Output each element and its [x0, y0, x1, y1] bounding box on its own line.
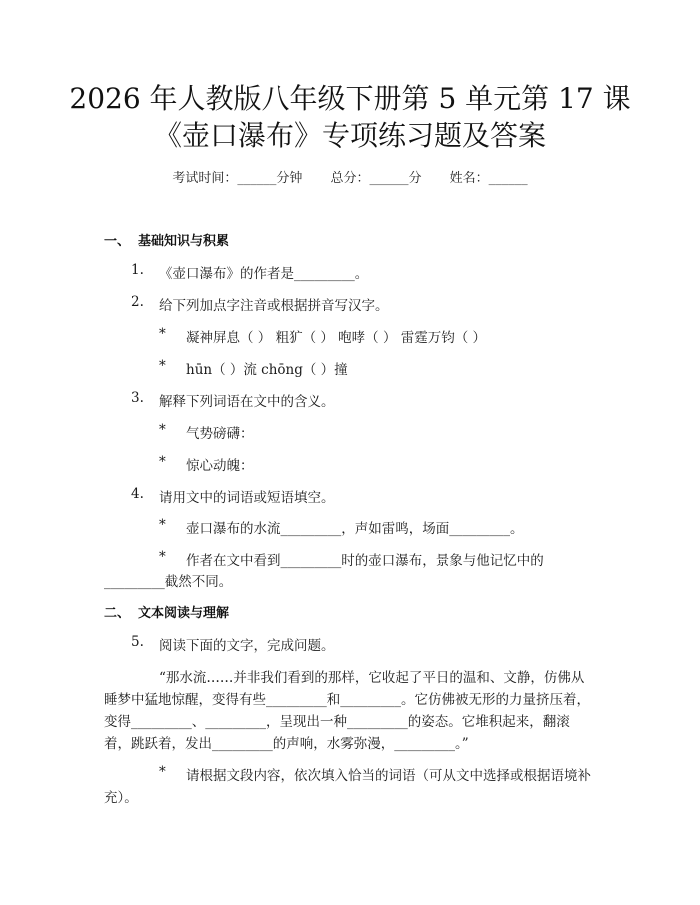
list-item-continuation: _________截然不同。 [104, 574, 233, 590]
bullet-marker: * [159, 764, 166, 780]
list-item [0, 454, 700, 474]
list-item [0, 517, 700, 537]
list-item [0, 422, 700, 442]
passage-line: “那水流……并非我们看到的那样，它收起了平日的温和、文静，仿佛从 [159, 670, 585, 686]
bullet-marker: * [159, 326, 166, 342]
exam-meta [0, 167, 700, 186]
document-title-line-2: 《壶口瀑布》专项练习题及答案 [153, 119, 546, 152]
section-title: 基础知识与积累 [138, 234, 230, 249]
list-item-continuation: 充）。 [104, 790, 138, 806]
passage-line: 着，跳跃着，发出_________的声响，水雾弥漫，_________。” [104, 736, 469, 752]
bullet-marker: * [159, 549, 166, 565]
question-1 [0, 262, 700, 282]
question-number: 4. [131, 486, 144, 502]
question-5 [0, 634, 700, 654]
section-heading-1 [104, 230, 229, 249]
bullet-text: 壶口瀑布的水流_________，声如雷鸣，场面_________。 [186, 521, 524, 537]
list-item [0, 764, 700, 784]
question-number: 2. [131, 294, 144, 310]
bullet-text: 惊心动魄： [186, 458, 254, 474]
question-text: 阅读下面的文字，完成问题。 [159, 638, 335, 654]
section-number: 二、 [104, 606, 131, 621]
bullet-text: 凝神屏息（ ） 粗犷（ ） 咆哮（ ） 雷霆万钧（ ） [186, 330, 487, 346]
section-number: 一、 [104, 234, 131, 249]
document-title-line-1: 2026 年人教版八年级下册第 5 单元第 17 课 [69, 82, 631, 115]
bullet-text: hūn（ ）流 chōng（ ）撞 [186, 362, 348, 378]
list-item [0, 549, 700, 569]
question-text: 解释下列词语在文中的含义。 [159, 394, 335, 410]
question-3 [0, 390, 700, 410]
list-item [0, 326, 700, 346]
question-number: 3. [131, 390, 144, 406]
question-text: 请用文中的词语或短语填空。 [159, 490, 335, 506]
exam-time: 考试时间：______分钟 [172, 171, 303, 186]
question-2 [0, 294, 700, 314]
bullet-text: 作者在文中看到_________时的壶口瀑布，景象与他记忆中的 [186, 553, 544, 569]
passage-line: 变得_________、_________，呈现出一种_________的姿态。它堆积起来，翻滚 [104, 714, 570, 730]
bullet-marker: * [159, 517, 166, 533]
exam-total-score: 总分：______分 [330, 171, 422, 186]
bullet-text: 请根据文段内容，依次填入恰当的词语（可从文中选择或根据语境补 [186, 768, 591, 784]
section-title: 文本阅读与理解 [138, 606, 230, 621]
question-number: 5. [131, 634, 144, 650]
bullet-text: 气势磅礴： [186, 426, 254, 442]
question-text: 《壶口瀑布》的作者是_________。 [159, 266, 369, 282]
question-number: 1. [131, 262, 144, 278]
question-4 [0, 486, 700, 506]
bullet-marker: * [159, 454, 166, 470]
exam-student-name: 姓名：______ [449, 171, 528, 186]
section-heading-2 [104, 602, 229, 621]
question-text: 给下列加点字注音或根据拼音写汉字。 [159, 298, 389, 314]
bullet-marker: * [159, 358, 166, 374]
list-item [0, 358, 700, 378]
bullet-marker: * [159, 422, 166, 438]
passage-line: 睡梦中猛地惊醒，变得有些_________和_________。它仿佛被无形的力量挤压着， [104, 692, 590, 708]
